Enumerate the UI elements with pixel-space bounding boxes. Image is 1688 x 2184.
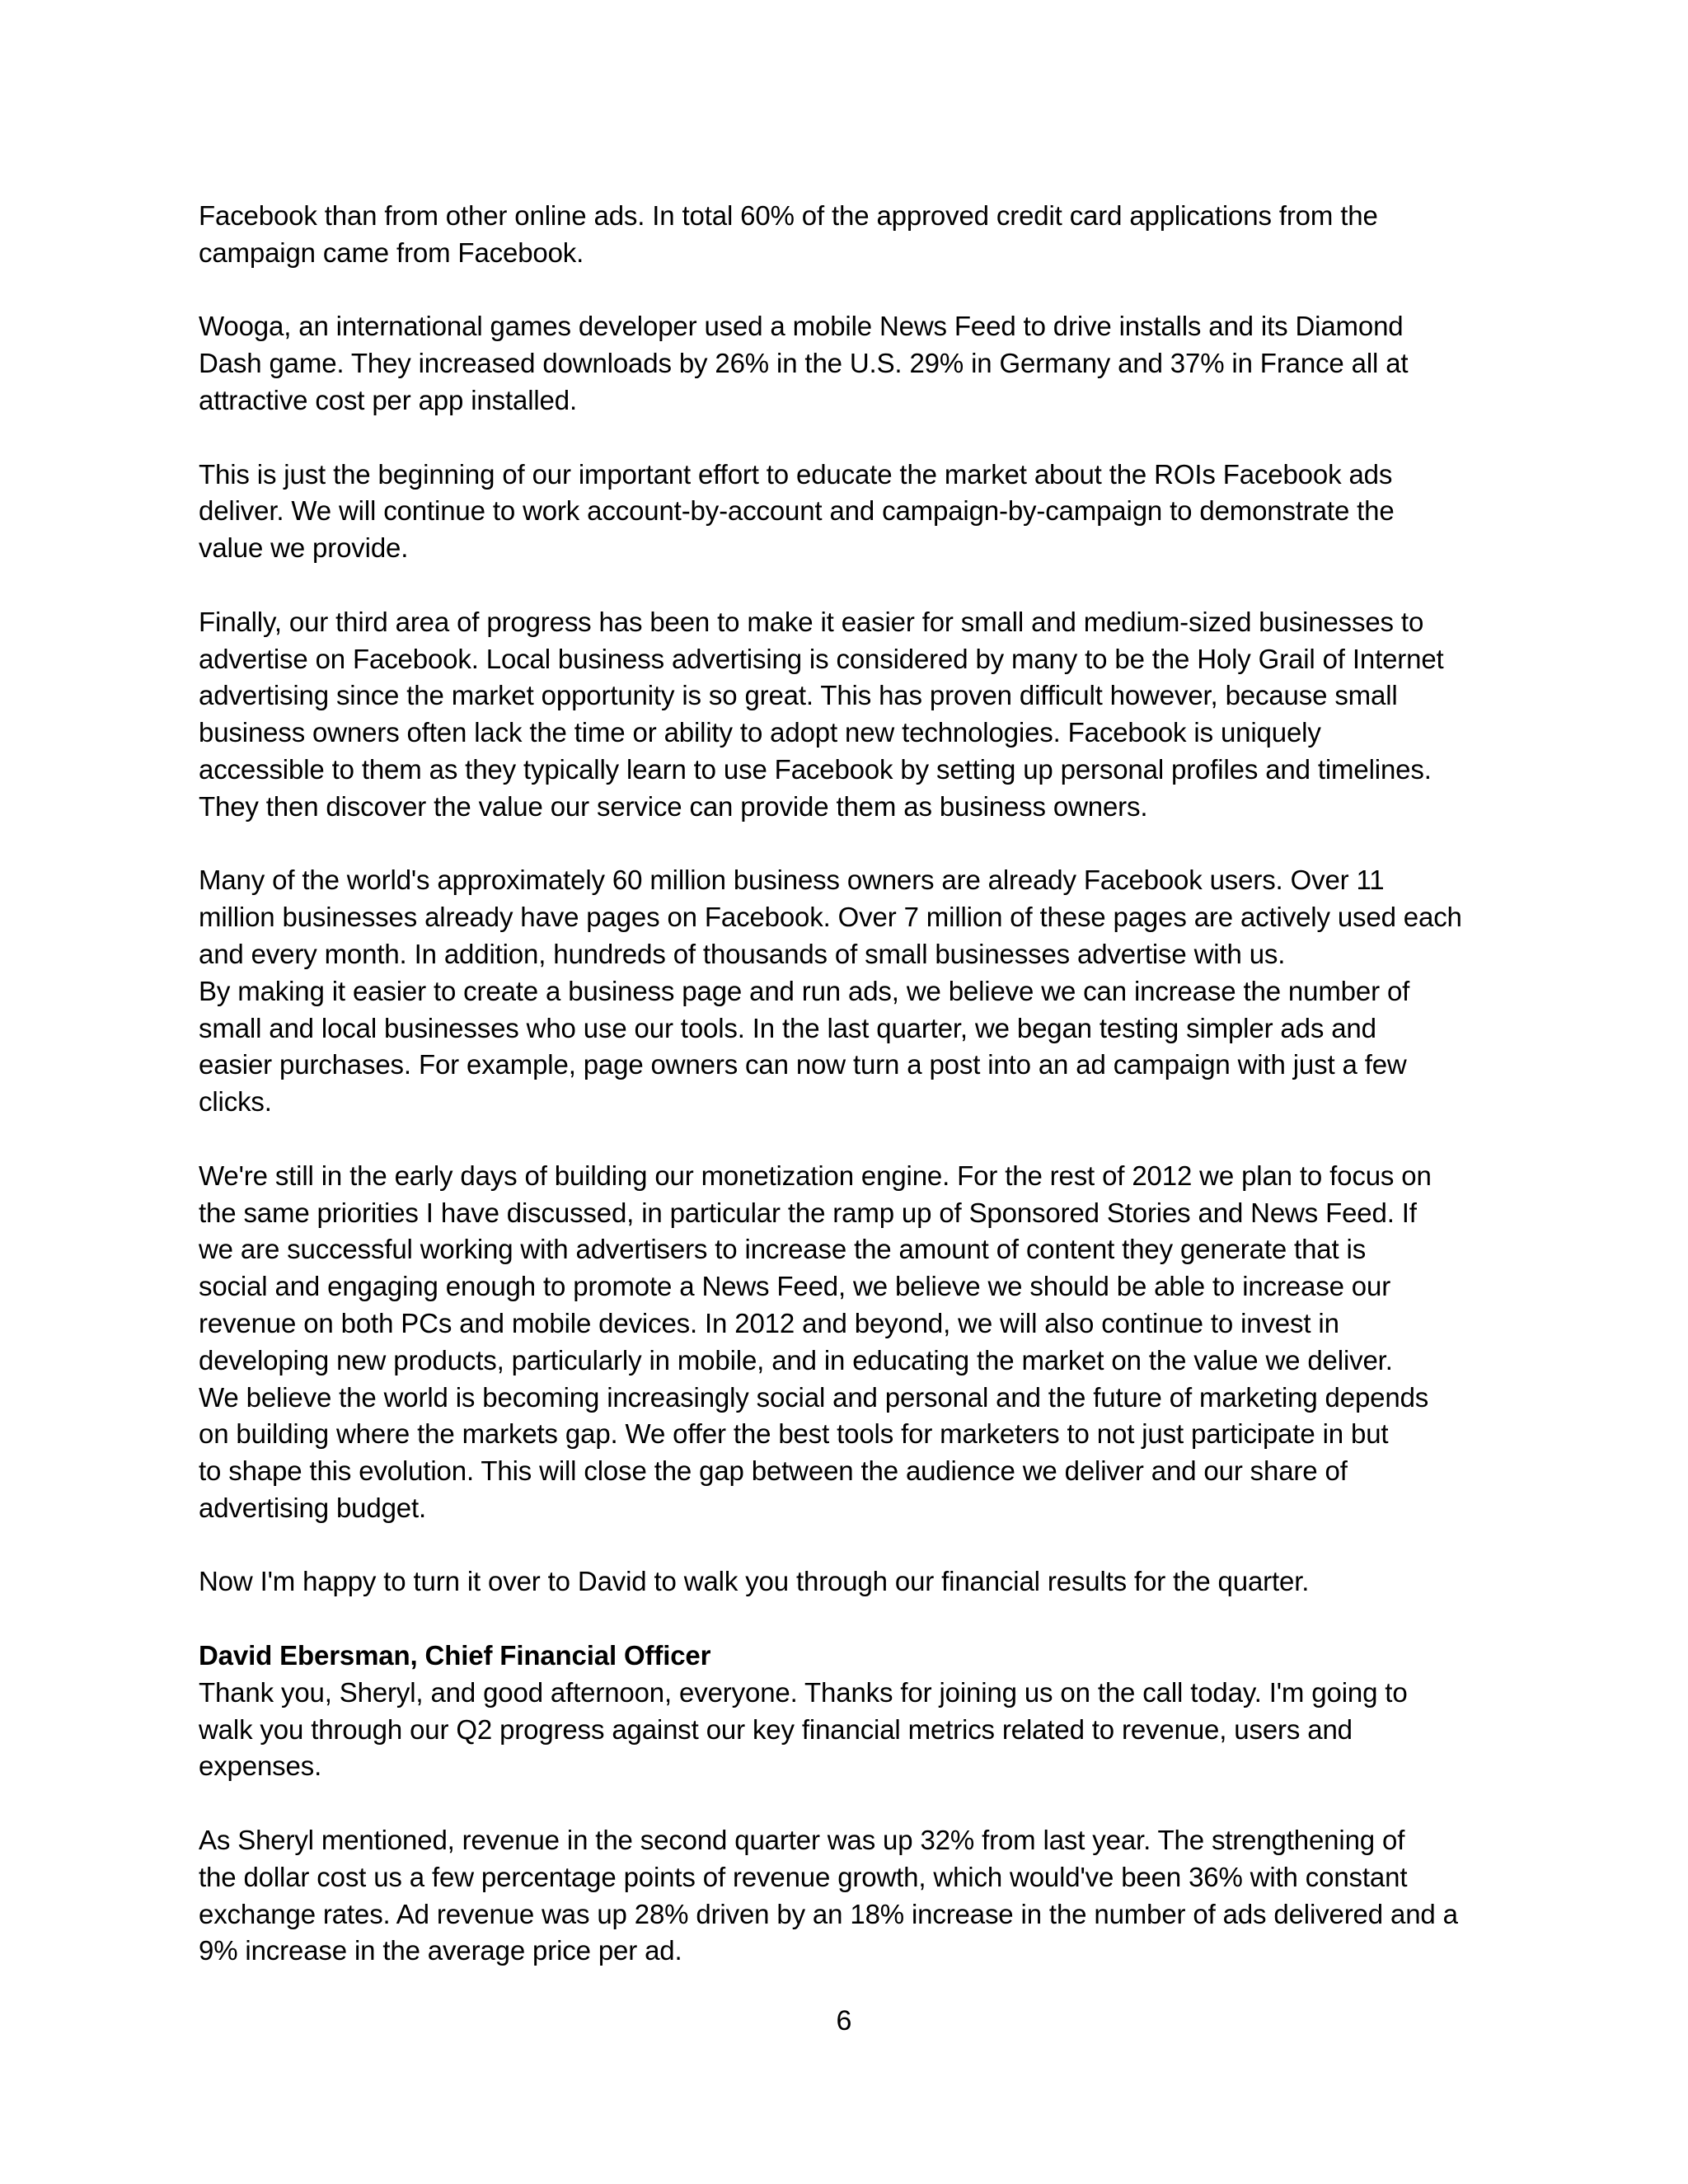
paragraph-cfo-intro: Thank you, Sheryl, and good afternoon, everyone. Thanks for joining us on the call today. I'm going to walk you through our Q2 progress against our key financial metrics related to revenue, users and expenses. <box>199 1676 1408 1782</box>
paragraph-roi-education: This is just the beginning of our important effort to educate the market about the ROIs Facebook ads deliver. We will continue to work account-by-account and campaign-by-campaign to demonstrate the value we provide. <box>199 458 1395 564</box>
page-number: 6 <box>836 2005 852 2036</box>
paragraph-small-business: Finally, our third area of progress has been to make it easier for small and medium-sized businesses to advertise on Facebook. Local business advertising is considered by many to be the Holy Grail of Internet advertising since the market opportunity is so great. This has proven difficult however, because small business owners often lack the time or ability to adopt new technologies. Facebook is uniquely accessible to them as they typically learn to use Facebook by setting up personal profiles and timelines. They then discover the value our service can provide them as business owners. <box>199 606 1444 822</box>
paragraph-business-owners: Many of the world's approximately 60 million business owners are already Facebook users. Over 11 million businesses already have pages on Facebook. Over 7 million of these pages are actively used each and every month. In addition, hundreds of thousands of small businesses advertise with us. By making it easier to create a business page and run ads, we believe we can increase the number of small and local businesses who use our tools. In the last quarter, we began testing simpler ads and easier purchases. For example, page owners can now turn a post into an ad campaign with just a few clicks. <box>199 865 1462 1118</box>
paragraph-monetization: We're still in the early days of building our monetization engine. For the rest of 2012 we plan to focus on the same priorities I have discussed, in particular the ramp up of Sponsored Stories and News Feed. If we are successful working with advertisers to increase the amount of content they generate that is social and engaging enough to promote a News Feed, we believe we should be able to increase our revenue on both PCs and mobile devices. In 2012 and beyond, we will also continue to invest in developing new products, particularly in mobile, and in educating the market on the value we deliver. We believe the world is becoming increasingly social and personal and the future of marketing depends on building where the markets gap. We offer the best tools for marketers to not just participate in but to shape this evolution. This will close the gap between the audience we deliver and our share of advertising budget. <box>199 1160 1432 1523</box>
page-body <box>199 198 1501 1970</box>
paragraph-handoff: Now I'm happy to turn it over to David to walk you through our financial results for the quarter. <box>199 1566 1310 1597</box>
paragraph-wooga: Wooga, an international games developer used a mobile News Feed to drive installs and its Diamond Dash game. They increased downloads by 26% in the U.S. 29% in Germany and 37% in France all at attractive cost per app installed. <box>199 311 1409 415</box>
paragraph-revenue-growth: As Sheryl mentioned, revenue in the second quarter was up 32% from last year. The strengthening of the dollar cost us a few percentage points of revenue growth, which would've been 36% with constant exchange rates. Ad revenue was up 28% driven by an 18% increase in the number of ads delivered and a 9% increase in the average price per ad. <box>199 1825 1458 1966</box>
paragraph-facebook-credit-card: Facebook than from other online ads. In total 60% of the approved credit card applications from the campaign came from Facebook. <box>199 200 1378 268</box>
speaker-heading: David Ebersman, Chief Financial Officer <box>199 1640 711 1671</box>
